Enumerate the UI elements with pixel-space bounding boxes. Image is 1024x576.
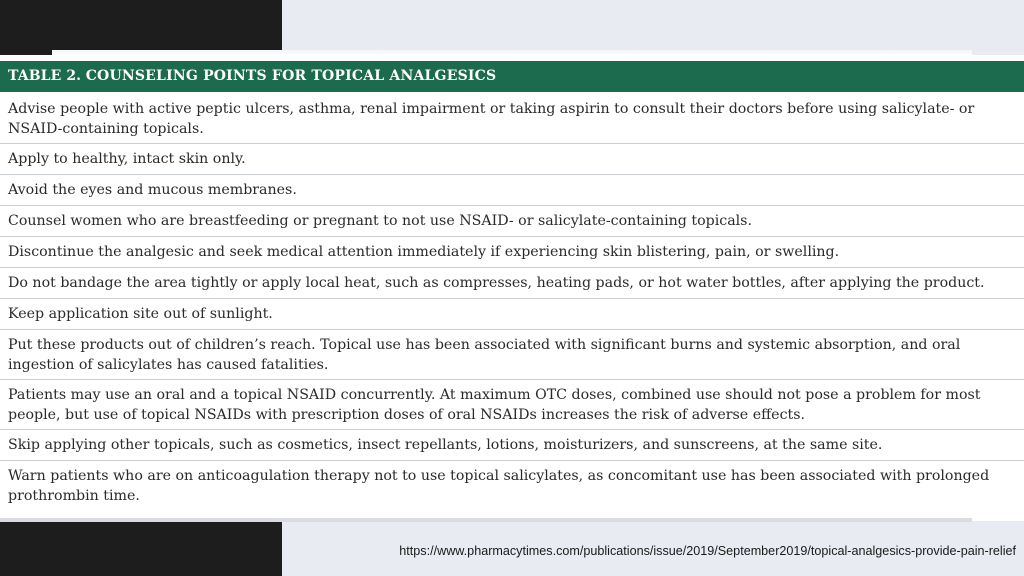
- table-row: Warn patients who are on anticoagulation therapy not to use topical salicylates, as concomitant use has been associated with prolonged prothrombin time.: [8, 468, 990, 504]
- table-row: Counsel women who are breastfeeding or pregnant to not use NSAID- or salicylate-containing topicals.: [0, 206, 1024, 237]
- table-row: Avoid the eyes and mucous membranes.: [0, 175, 1024, 206]
- table-row: Put these products out of children’s reach. Topical use has been associated with significant burns and systemic absorption, and oral ingestion of salicylates has caused fatalities.: [0, 330, 1024, 380]
- table-body: [0, 94, 1024, 511]
- table-row: Discontinue the analgesic and seek medical attention immediately if experiencing skin blistering, pain, or swelling.: [0, 237, 1024, 268]
- table-title: COUNSELING POINTS FOR TOPICAL ANALGESICS: [85, 68, 497, 84]
- table-row: Skip applying other topicals, such as cosmetics, insect repellants, lotions, moisturizers, and sunscreens, at the same site.: [0, 430, 1024, 461]
- table-row: Advise people with active peptic ulcers, asthma, renal impairment or taking aspirin to consult their doctors before using salicylate- or NSAID-containing topicals.: [0, 94, 1024, 144]
- table-label: TABLE 2.: [8, 68, 82, 84]
- table-row: Apply to healthy, intact skin only.: [0, 144, 1024, 175]
- table-header: [0, 61, 1024, 92]
- card-bottom-shadow: [0, 518, 972, 522]
- table-row: Patients may use an oral and a topical NSAID concurrently. At maximum OTC doses, combined use should not pose a problem for most people, but use of topical NSAIDs with prescription doses of oral NSAIDs increases the risk of adverse effects.: [0, 380, 1024, 430]
- source-url: https://www.pharmacytimes.com/publications/issue/2019/September2019/topical-analgesics-provide-pain-relief: [399, 544, 1016, 558]
- table-row: Keep application site out of sunlight.: [0, 299, 1024, 330]
- table-row: Do not bandage the area tightly or apply local heat, such as compresses, heating pads, or hot water bottles, after applying the product.: [0, 268, 1024, 299]
